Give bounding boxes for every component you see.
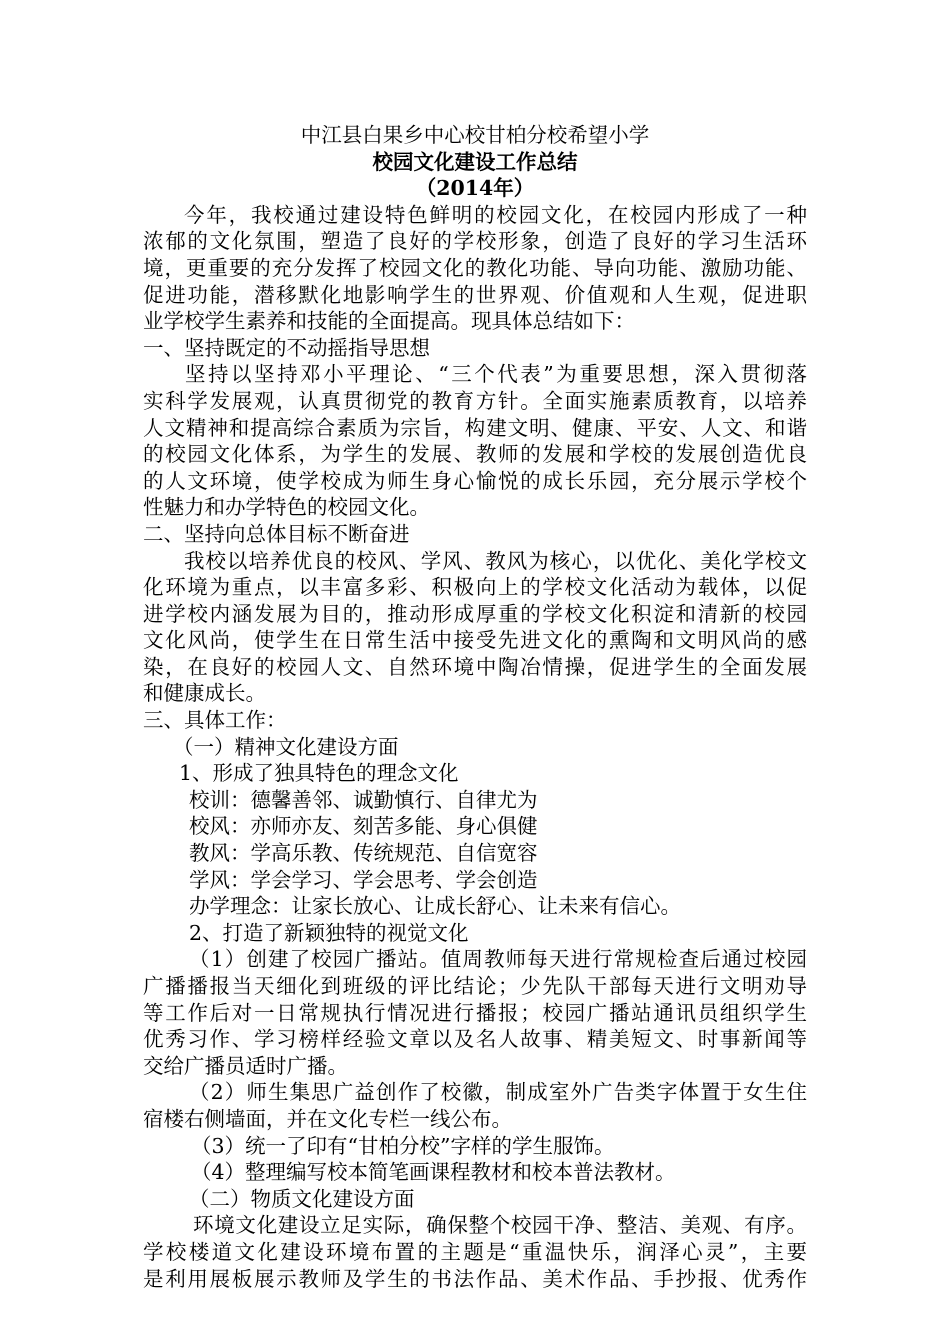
section-heading-1: 一、坚持既定的不动摇指导思想	[143, 335, 430, 360]
paragraph-line: 交给广播员适时广播。	[143, 1053, 348, 1078]
paragraph-line: 优秀习作、学习榜样经验文章以及名人故事、精美短文、时事新闻等	[143, 1027, 807, 1052]
motto-line: 校风：亦师亦友、刻苦多能、身心俱健	[189, 814, 538, 839]
paragraph-line: 广播播报当天细化到班级的评比结论；少先队干部每天进行文明劝导	[143, 974, 807, 998]
paragraph-line: 坚持以坚持邓小平理论、“三个代表”为重要思想，深入贯彻落	[185, 362, 807, 387]
paragraph-line: 化环境为重点，以丰富多彩、积极向上的学校文化活动为载体，以促	[143, 575, 807, 600]
paragraph-line: 的人文环境，使学校成为师生身心愉悦的成长乐园，充分展示学校个	[143, 468, 807, 493]
paragraph-line: 业学校学生素养和技能的全面提高。现具体总结如下：	[143, 309, 635, 334]
document-body	[143, 122, 807, 1292]
paragraph-line: 性魅力和办学特色的校园文化。	[143, 495, 430, 520]
paragraph-line: 实科学发展观，认真贯彻党的教育方针。全面实施素质教育，以培养	[143, 388, 807, 413]
section-heading-2: 二、坚持向总体目标不断奋进	[143, 521, 410, 546]
subsection-item-heading: 2、打造了新颖独特的视觉文化	[189, 920, 469, 945]
paragraph-line: 促进功能，潜移默化地影响学生的世界观、价值观和人生观，促进职	[143, 282, 807, 307]
paragraph-line: （1）创建了校园广播站。值周教师每天进行常规检查后通过校园	[189, 947, 807, 972]
motto-line: 学风：学会学习、学会思考、学会创造	[189, 867, 538, 892]
paragraph-line: 的校园文化体系，为学生的发展、教师的发展和学校的发展创造优良	[143, 442, 807, 467]
paragraph-line: 环境文化建设立足实际，确保整个校园干净、整洁、美观、有序。	[193, 1213, 807, 1238]
subsection-heading: （一）精神文化建设方面	[173, 734, 399, 759]
paragraph-line: 和健康成长。	[143, 681, 266, 706]
section-heading-3: 三、具体工作：	[143, 708, 287, 733]
paragraph-line: 进学校内涵发展为目的，推动形成厚重的学校文化积淀和清新的校园	[143, 601, 807, 626]
paragraph-line: 宿楼右侧墙面，并在文化专栏一线公布。	[143, 1106, 512, 1131]
motto-line: 教风：学高乐教、传统规范、自信宽容	[189, 841, 538, 866]
paragraph-line: 我校以培养优良的校风、学风、教风为核心，以优化、美化学校文	[184, 548, 807, 573]
paragraph-line: 今年，我校通过建设特色鲜明的校园文化，在校园内形成了一种	[184, 202, 807, 227]
subsection-item-heading: 1、形成了独具特色的理念文化	[179, 761, 459, 786]
paragraph-line: 境，更重要的充分发挥了校园文化的教化功能、导向功能、激励功能、	[143, 255, 807, 280]
subsection-heading: （二）物质文化建设方面	[189, 1186, 415, 1211]
paragraph-line: （2）师生集思广益创作了校徽，制成室外广告类字体置于女生住	[189, 1080, 807, 1105]
paragraph-line: （3）统一了印有“甘柏分校”字样的学生服饰。	[191, 1133, 615, 1158]
paragraph-line: 学校楼道文化建设环境布置的主题是“重温快乐，润泽心灵”，主要	[143, 1239, 807, 1264]
paragraph-line: 染，在良好的校园人文、自然环境中陶冶情操，促进学生的全面发展	[143, 654, 807, 679]
paragraph-line: 文化风尚，使学生在日常生活中接受先进文化的熏陶和文明风尚的感	[143, 628, 807, 653]
motto-line: 校训：德馨善邻、诚勤慎行、自律尤为	[189, 787, 538, 812]
paragraph-line: 人文精神和提高综合素质为宗旨，构建文明、健康、平安、人文、和谐	[143, 415, 807, 440]
motto-line: 办学理念：让家长放心、让成长舒心、让未来有信心。	[189, 894, 681, 919]
paragraph-line: 等工作后对一日常规执行情况进行播报；校园广播站通讯员组织学生	[143, 1000, 807, 1025]
paragraph-line: 是利用展板展示教师及学生的书法作品、美术作品、手抄报、优秀作	[143, 1266, 807, 1291]
paragraph-line: 浓郁的文化氛围，塑造了良好的学校形象，创造了良好的学习生活环	[143, 229, 807, 254]
document-title: 校园文化建设工作总结	[372, 149, 578, 174]
school-name-heading: 中江县白果乡中心校甘柏分校希望小学	[300, 123, 650, 147]
paragraph-line: （4）整理编写校本简笔画课程教材和校本普法教材。	[191, 1160, 676, 1185]
document-year: （2014年）	[415, 176, 535, 201]
